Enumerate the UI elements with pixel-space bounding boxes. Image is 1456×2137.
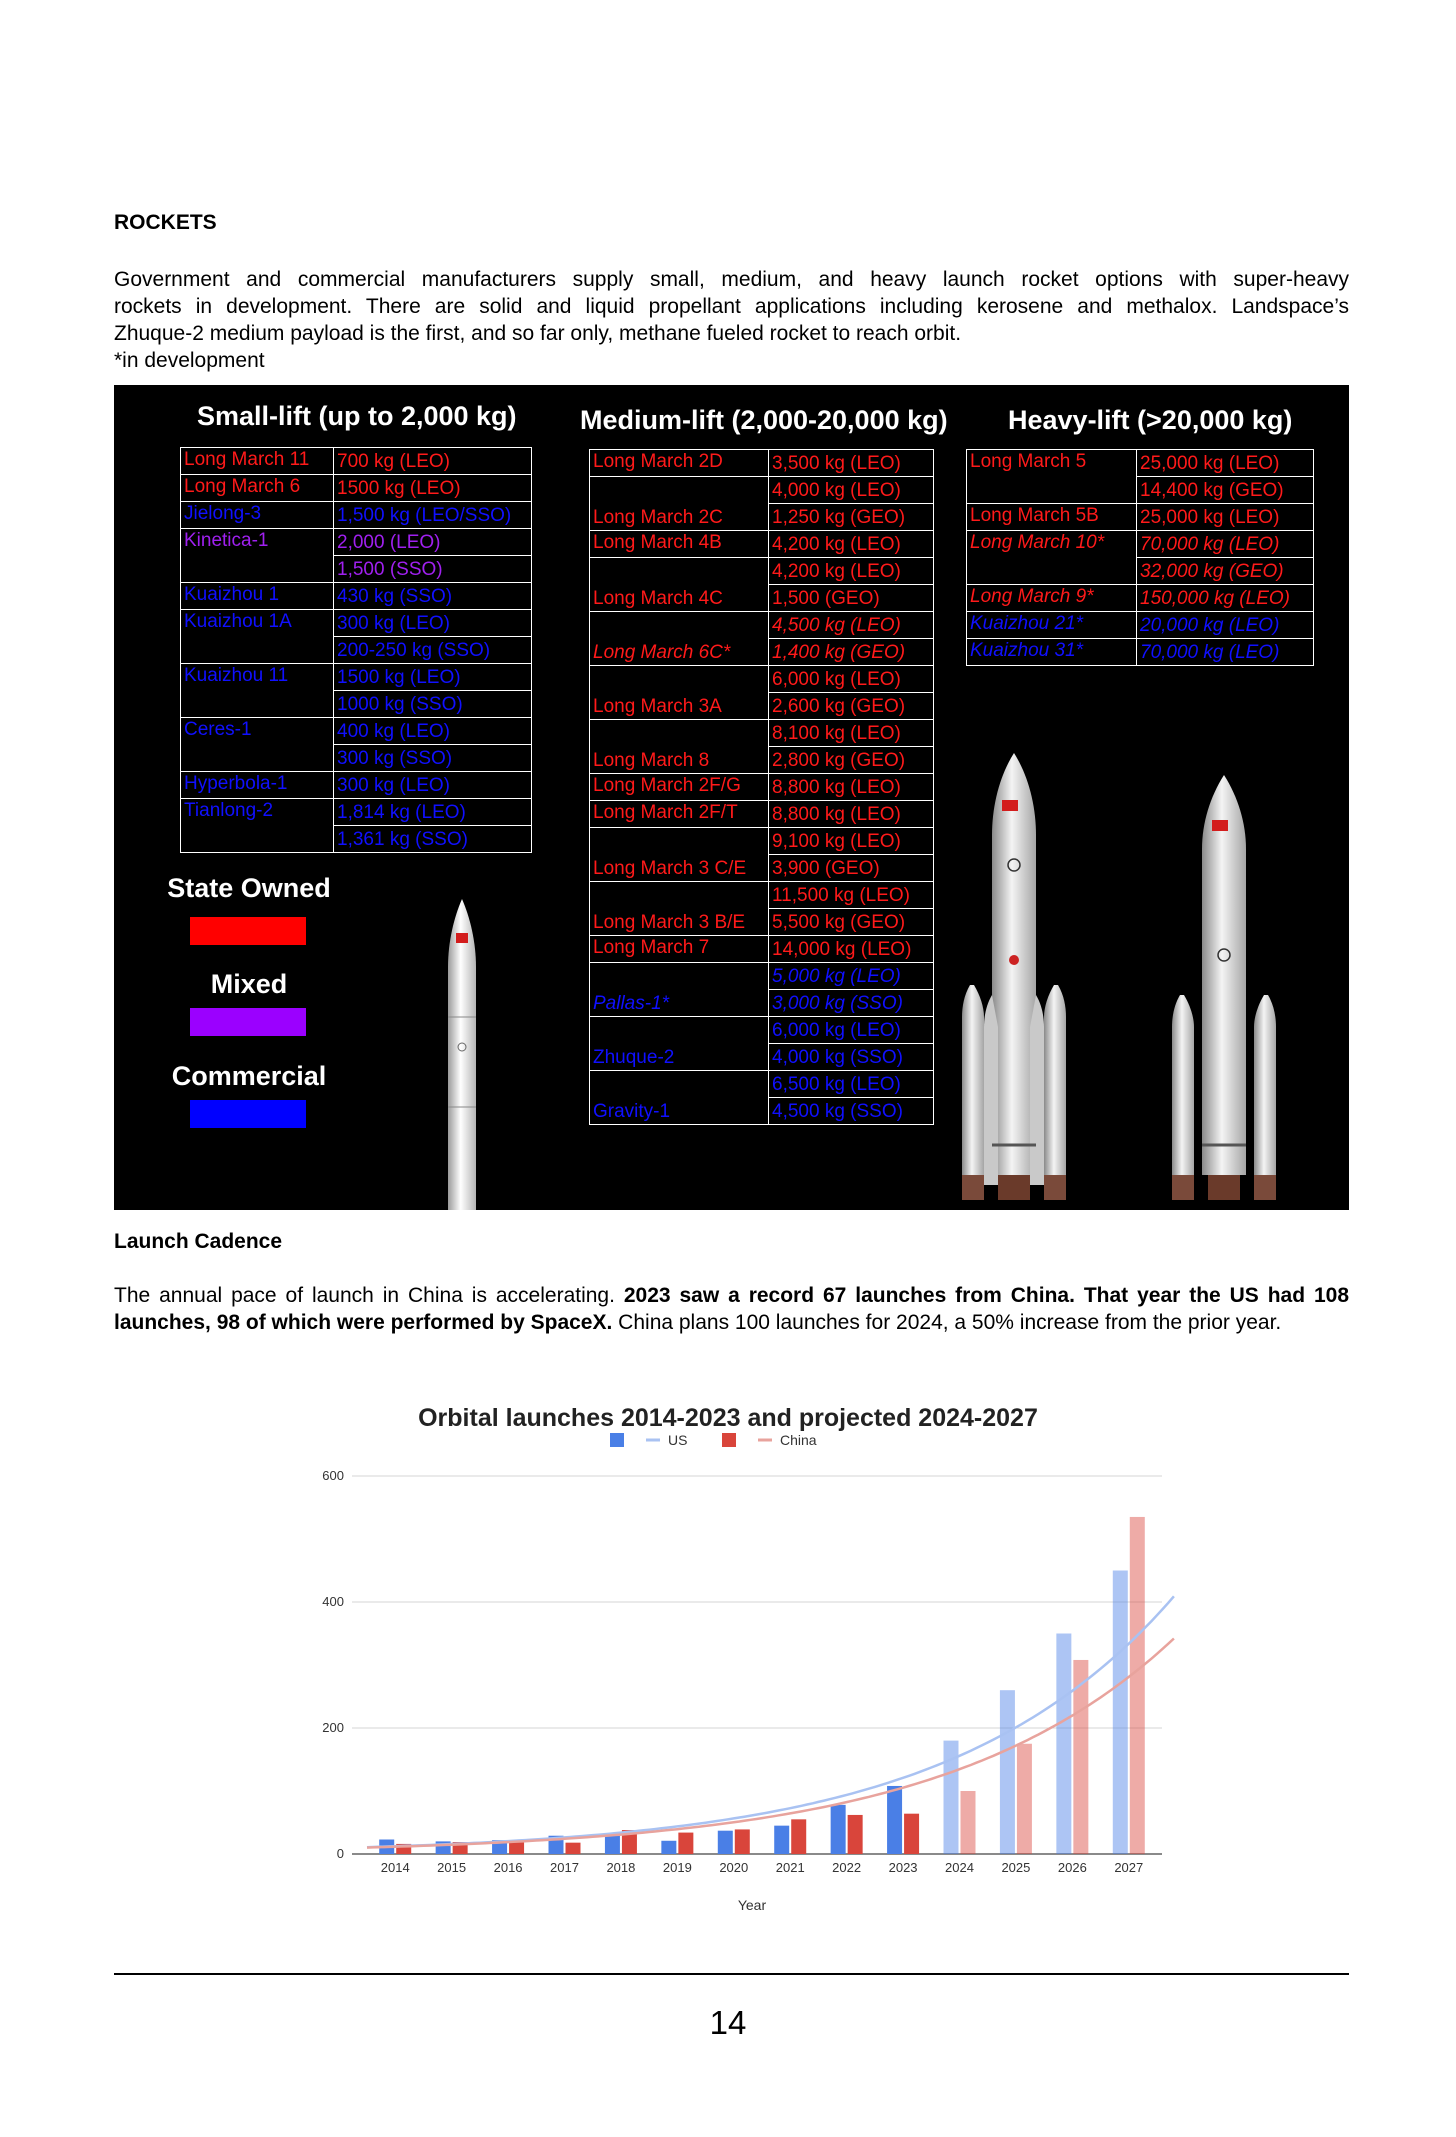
legend-label-china: China xyxy=(780,1432,817,1448)
rocket-name: Long March 9* xyxy=(967,585,1137,612)
table-row xyxy=(590,558,934,585)
rocket-capacity: 400 kg (LEO) xyxy=(334,718,532,745)
x-tick-label: 2018 xyxy=(606,1860,636,1875)
bar-us xyxy=(774,1826,789,1854)
rocket-capacity: 4,500 kg (SSO) xyxy=(769,1098,934,1125)
rocket-capacity: 3,000 kg (SSO) xyxy=(769,990,934,1017)
heavy-rockets-image xyxy=(914,745,1334,1210)
rocket-capacity: 3,900 (GEO) xyxy=(769,855,934,882)
rocket-name: Long March 8 xyxy=(590,720,769,774)
rocket-capacity: 700 kg (LEO) xyxy=(334,448,532,475)
bar-china xyxy=(735,1829,750,1854)
table-row xyxy=(181,772,532,799)
rocket-capacity: 300 kg (LEO) xyxy=(334,610,532,637)
rocket-capacity: 300 kg (SSO) xyxy=(334,745,532,772)
bar-china xyxy=(961,1791,976,1854)
bar-us xyxy=(887,1786,902,1854)
rocket-name: Long March 4C xyxy=(590,558,769,612)
table-row xyxy=(590,1071,934,1098)
table-row xyxy=(181,529,532,556)
table-row xyxy=(590,1017,934,1044)
table-row xyxy=(181,610,532,637)
table-row xyxy=(590,720,934,747)
rocket-capacity: 4,200 kg (LEO) xyxy=(769,558,934,585)
bar-us xyxy=(1056,1634,1071,1855)
rocket-name: Long March 7 xyxy=(590,936,769,963)
table-row xyxy=(181,502,532,529)
rocket-name: Kuaizhou 1A xyxy=(181,610,334,664)
rockets-paragraph-line: Government and commercial manufacturers supply small, medium, and heavy launch rocket options with super-heavy xyxy=(114,268,1349,291)
rocket-capacity: 1,400 kg (GEO) xyxy=(769,639,934,666)
orbital-launches-chart xyxy=(300,1430,1200,1940)
rockets-paragraph-line: Zhuque-2 medium payload is the first, and so far only, methane fueled rocket to reach orbit. xyxy=(114,322,962,345)
rocket-name: Gravity-1 xyxy=(590,1071,769,1125)
rocket-capacity: 1,500 (GEO) xyxy=(769,585,934,612)
small-lift-header: Small-lift (up to 2,000 kg) xyxy=(197,401,517,431)
rocket-name: Long March 3 C/E xyxy=(590,828,769,882)
chart-title: Orbital launches 2014-2023 and projected 2024-2027 xyxy=(418,1404,1038,1432)
table-row xyxy=(590,828,934,855)
rockets-paragraph xyxy=(114,266,1349,374)
rocket-capacity: 8,800 kg (LEO) xyxy=(769,801,934,828)
rocket-name: Long March 2C xyxy=(590,477,769,531)
x-tick-label: 2021 xyxy=(775,1860,805,1875)
table-row xyxy=(181,583,532,610)
legend-label-commercial: Commercial xyxy=(171,1061,327,1091)
legend-label-us: US xyxy=(668,1432,688,1448)
small-lift-table xyxy=(180,447,532,853)
rocket-capacity: 6,500 kg (LEO) xyxy=(769,1071,934,1098)
table-row xyxy=(590,612,934,639)
rocket-name: Kinetica-1 xyxy=(181,529,334,583)
rocket-name: Long March 2F/T xyxy=(590,801,769,828)
rocket-capacity: 1,250 kg (GEO) xyxy=(769,504,934,531)
legend-label-state-owned: State Owned xyxy=(167,873,331,903)
rocket-capacity: 4,000 kg (SSO) xyxy=(769,1044,934,1071)
rocket-capacity: 14,000 kg (LEO) xyxy=(769,936,934,963)
rocket-name: Kuaizhou 21* xyxy=(967,612,1137,639)
cadence-text-bold: 2023 saw a record 67 launches from China. That year the US had 108 launches, 98 of which were performed by SpaceX. xyxy=(114,1284,1349,1334)
table-row xyxy=(967,504,1314,531)
table-row xyxy=(967,639,1314,666)
x-tick-label: 2020 xyxy=(719,1860,749,1875)
rocket-capacity: 1,500 (SSO) xyxy=(334,556,532,583)
rocket-capacity: 5,500 kg (GEO) xyxy=(769,909,934,936)
rocket-capacity: 1,500 kg (LEO/SSO) xyxy=(334,502,532,529)
table-row xyxy=(967,585,1314,612)
x-axis-label: Year xyxy=(737,1897,767,1913)
legend-swatch-state-owned xyxy=(190,917,306,945)
bar-china xyxy=(904,1814,919,1854)
rocket-capacity: 14,400 kg (GEO) xyxy=(1137,477,1314,504)
table-row xyxy=(590,477,934,504)
heavy-lift-header: Heavy-lift (>20,000 kg) xyxy=(1008,405,1293,435)
rocket-capacity: 25,000 kg (LEO) xyxy=(1137,504,1314,531)
rocket-capacity: 150,000 kg (LEO) xyxy=(1137,585,1314,612)
y-tick-label: 0 xyxy=(336,1846,344,1861)
table-row xyxy=(181,799,532,826)
x-tick-label: 2023 xyxy=(888,1860,918,1875)
table-row xyxy=(590,963,934,990)
rocket-capacity: 1,814 kg (LEO) xyxy=(334,799,532,826)
rocket-capacity: 8,100 kg (LEO) xyxy=(769,720,934,747)
rocket-capacity: 4,200 kg (LEO) xyxy=(769,531,934,558)
rocket-capability-panel xyxy=(114,385,1349,1210)
rocket-name: Long March 10* xyxy=(967,531,1137,585)
table-row xyxy=(590,936,934,963)
rocket-name: Jielong-3 xyxy=(181,502,334,529)
legend-swatch-mixed xyxy=(190,1008,306,1036)
y-tick-label: 400 xyxy=(322,1594,344,1609)
table-row xyxy=(590,531,934,558)
rocket-name: Kuaizhou 31* xyxy=(967,639,1137,666)
rocket-capacity: 200-250 kg (SSO) xyxy=(334,637,532,664)
bar-china xyxy=(1130,1517,1145,1854)
rocket-capacity: 6,000 kg (LEO) xyxy=(769,1017,934,1044)
rocket-capacity: 8,800 kg (LEO) xyxy=(769,774,934,801)
rocket-name: Ceres-1 xyxy=(181,718,334,772)
table-row xyxy=(590,450,934,477)
table-row xyxy=(967,450,1314,477)
legend-swatch-us xyxy=(610,1433,624,1447)
medium-lift-header: Medium-lift (2,000-20,000 kg) xyxy=(580,405,948,435)
table-row xyxy=(590,801,934,828)
x-tick-label: 2019 xyxy=(662,1860,692,1875)
launch-cadence-paragraph xyxy=(114,1282,1349,1336)
rocket-name: Long March 3 B/E xyxy=(590,882,769,936)
rocket-capacity: 9,100 kg (LEO) xyxy=(769,828,934,855)
rocket-capacity: 25,000 kg (LEO) xyxy=(1137,450,1314,477)
rocket-name: Tianlong-2 xyxy=(181,799,334,853)
trendline-us xyxy=(367,1596,1174,1847)
table-row xyxy=(590,882,934,909)
rocket-name: Long March 5 xyxy=(967,450,1137,504)
y-tick-label: 600 xyxy=(322,1468,344,1483)
rocket-name: Long March 3A xyxy=(590,666,769,720)
rocket-name: Long March 5B xyxy=(967,504,1137,531)
rocket-name: Long March 4B xyxy=(590,531,769,558)
rockets-paragraph-line: rockets in development. There are solid and liquid propellant applications including kerosene and methalox. Landspace’s xyxy=(114,295,1349,318)
rocket-capacity: 1,361 kg (SSO) xyxy=(334,826,532,853)
rocket-name: Long March 6C* xyxy=(590,612,769,666)
rocket-capacity: 20,000 kg (LEO) xyxy=(1137,612,1314,639)
rocket-capacity: 2,600 kg (GEO) xyxy=(769,693,934,720)
rocket-name: Pallas-1* xyxy=(590,963,769,1017)
heavy-lift-table xyxy=(966,449,1314,666)
rocket-capacity: 11,500 kg (LEO) xyxy=(769,882,934,909)
bar-china xyxy=(848,1815,863,1854)
rocket-capacity: 70,000 kg (LEO) xyxy=(1137,639,1314,666)
x-tick-label: 2014 xyxy=(380,1860,410,1875)
x-tick-label: 2017 xyxy=(550,1860,579,1875)
bar-china xyxy=(566,1843,581,1854)
legend-swatch-china xyxy=(722,1433,736,1447)
footer-rule xyxy=(114,1973,1349,1975)
rocket-capacity: 1500 kg (LEO) xyxy=(334,475,532,502)
bar-us xyxy=(605,1834,620,1854)
x-tick-label: 2024 xyxy=(945,1860,974,1875)
in-development-note: *in development xyxy=(114,349,265,372)
table-row xyxy=(590,666,934,693)
rocket-capacity: 70,000 kg (LEO) xyxy=(1137,531,1314,558)
y-tick-label: 200 xyxy=(322,1720,344,1735)
legend-swatch-commercial xyxy=(190,1100,306,1128)
rocket-name: Long March 11 xyxy=(181,448,334,475)
x-tick-label: 2015 xyxy=(437,1860,467,1875)
table-row xyxy=(967,612,1314,639)
bar-us xyxy=(1000,1690,1015,1854)
rocket-capacity: 6,000 kg (LEO) xyxy=(769,666,934,693)
medium-lift-table xyxy=(589,449,934,1125)
rocket-name: Long March 6 xyxy=(181,475,334,502)
rocket-name: Zhuque-2 xyxy=(590,1017,769,1071)
rocket-capacity: 2,000 (LEO) xyxy=(334,529,532,556)
x-tick-label: 2022 xyxy=(832,1860,862,1875)
table-row xyxy=(590,774,934,801)
x-tick-label: 2025 xyxy=(1001,1860,1031,1875)
cadence-text-c: China plans 100 launches for 2024, a 50% increase from the prior year. xyxy=(612,1311,1282,1334)
launch-cadence-heading: Launch Cadence xyxy=(114,1230,283,1253)
legend-label-mixed: Mixed xyxy=(210,969,288,999)
bar-us xyxy=(1113,1571,1128,1855)
bar-us xyxy=(718,1831,733,1854)
rocket-name: Kuaizhou 11 xyxy=(181,664,334,718)
rocket-capacity: 430 kg (SSO) xyxy=(334,583,532,610)
rocket-name: Long March 2F/G xyxy=(590,774,769,801)
rocket-name: Long March 2D xyxy=(590,450,769,477)
table-row xyxy=(181,448,532,475)
bar-china xyxy=(791,1819,806,1854)
rocket-capacity: 2,800 kg (GEO) xyxy=(769,747,934,774)
table-row xyxy=(181,475,532,502)
bar-china xyxy=(678,1833,693,1854)
rocket-capacity: 4,500 kg (LEO) xyxy=(769,612,934,639)
rocket-capacity: 4,000 kg (LEO) xyxy=(769,477,934,504)
rocket-name: Kuaizhou 1 xyxy=(181,583,334,610)
cadence-text-a: The annual pace of launch in China is accelerating. xyxy=(114,1284,624,1307)
small-rocket-image xyxy=(432,897,492,1210)
table-row xyxy=(181,664,532,691)
x-tick-label: 2026 xyxy=(1057,1860,1087,1875)
rocket-capacity: 1500 kg (LEO) xyxy=(334,664,532,691)
rocket-capacity: 1000 kg (SSO) xyxy=(334,691,532,718)
bar-us xyxy=(661,1841,676,1854)
table-row xyxy=(967,531,1314,558)
x-tick-label: 2016 xyxy=(493,1860,523,1875)
rocket-name: Hyperbola-1 xyxy=(181,772,334,799)
page-number: 14 xyxy=(709,2004,747,2041)
rocket-capacity: 3,500 kg (LEO) xyxy=(769,450,934,477)
rocket-capacity: 5,000 kg (LEO) xyxy=(769,963,934,990)
trendline-china xyxy=(367,1639,1174,1848)
bar-china xyxy=(1017,1744,1032,1854)
x-tick-label: 2027 xyxy=(1114,1860,1144,1875)
table-row xyxy=(181,718,532,745)
rocket-capacity: 32,000 kg (GEO) xyxy=(1137,558,1314,585)
bar-us xyxy=(831,1805,846,1854)
rocket-capacity: 300 kg (LEO) xyxy=(334,772,532,799)
rockets-heading: ROCKETS xyxy=(114,211,217,234)
